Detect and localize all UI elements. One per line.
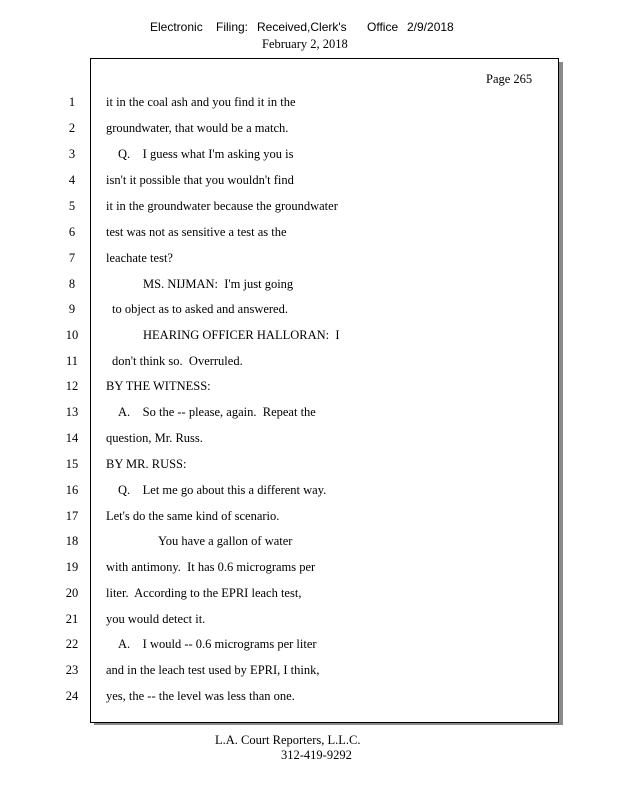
line-number: 13: [65, 405, 79, 419]
line-text: to object as to asked and answered.: [112, 302, 288, 316]
transcript-line: [0, 689, 618, 707]
line-text: BY THE WITNESS:: [106, 379, 211, 393]
line-text: leachate test?: [106, 251, 173, 265]
line-text: it in the coal ash and you find it in the: [106, 95, 296, 109]
transcript-line: [0, 225, 618, 243]
line-text: HEARING OFFICER HALLORAN: I: [143, 328, 340, 342]
line-number: 14: [65, 431, 79, 445]
line-text: and in the leach test used by EPRI, I think,: [106, 663, 320, 677]
filing-word-office: Office: [367, 20, 399, 34]
line-text: Q. Let me go about this a different way.: [118, 483, 327, 497]
transcript-line: [0, 354, 618, 372]
line-number: 10: [65, 328, 79, 342]
line-text: yes, the -- the level was less than one.: [106, 689, 295, 703]
transcript-line: [0, 251, 618, 269]
line-text: you would detect it.: [106, 612, 206, 626]
line-number: 15: [65, 457, 79, 471]
filing-stamp-date: 2/9/2018: [407, 20, 454, 34]
transcript-line: [0, 199, 618, 217]
line-text: BY MR. RUSS:: [106, 457, 187, 471]
line-text: Q. I guess what I'm asking you is: [118, 147, 294, 161]
line-text: test was not as sensitive a test as the: [106, 225, 287, 239]
line-number: 3: [68, 147, 76, 161]
page-number: Page 265: [486, 72, 533, 86]
line-number: 5: [68, 199, 76, 213]
transcript-line: [0, 483, 618, 501]
transcript-line: [0, 379, 618, 397]
line-number: 18: [65, 534, 79, 548]
transcript-line: [0, 457, 618, 475]
line-number: 6: [68, 225, 76, 239]
line-number: 20: [65, 586, 79, 600]
transcript-line: [0, 509, 618, 527]
transcript-date: February 2, 2018: [262, 37, 348, 51]
line-text: liter. According to the EPRI leach test,: [106, 586, 302, 600]
line-number: 21: [65, 612, 79, 626]
court-reporter-phone: 312-419-9292: [281, 748, 352, 762]
court-reporter-name: L.A. Court Reporters, L.L.C.: [215, 733, 361, 747]
transcript-line: [0, 560, 618, 578]
line-text: MS. NIJMAN: I'm just going: [143, 277, 294, 291]
filing-word-received-clerks: Received,Clerk's: [257, 20, 347, 34]
line-number: 19: [65, 560, 79, 574]
line-text: don't think so. Overruled.: [112, 354, 243, 368]
line-text: question, Mr. Russ.: [106, 431, 203, 445]
transcript-line: [0, 663, 618, 681]
line-number: 16: [65, 483, 79, 497]
line-text: it in the groundwater because the groundwater: [106, 199, 338, 213]
transcript-line: [0, 612, 618, 630]
line-number: 2: [68, 121, 76, 135]
electronic-filing-stamp: [0, 20, 618, 36]
line-number: 7: [68, 251, 76, 265]
line-text: isn't it possible that you wouldn't find: [106, 173, 294, 187]
transcript-line: [0, 637, 618, 655]
line-text: Let's do the same kind of scenario.: [106, 509, 280, 523]
filing-word-electronic: Electronic: [150, 20, 203, 34]
line-text: with antimony. It has 0.6 micrograms per: [106, 560, 316, 574]
line-text: A. I would -- 0.6 micrograms per liter: [118, 637, 317, 651]
line-number: 22: [65, 637, 79, 651]
line-number: 23: [65, 663, 79, 677]
filing-word-filing: Filing:: [216, 20, 249, 34]
line-number: 9: [68, 302, 76, 316]
transcript-line: [0, 302, 618, 320]
line-number: 17: [65, 509, 79, 523]
transcript-line: [0, 277, 618, 295]
transcript-line: [0, 121, 618, 139]
line-number: 1: [68, 95, 76, 109]
line-number: 24: [65, 689, 79, 703]
transcript-line: [0, 534, 618, 552]
line-number: 12: [65, 379, 79, 393]
line-text: You have a gallon of water: [158, 534, 293, 548]
transcript-line: [0, 328, 618, 346]
transcript-line: [0, 147, 618, 165]
line-number: 11: [65, 354, 79, 368]
line-text: A. So the -- please, again. Repeat the: [118, 405, 316, 419]
transcript-line: [0, 173, 618, 191]
line-number: 8: [68, 277, 76, 291]
transcript-line: [0, 431, 618, 449]
transcript-line: [0, 95, 618, 113]
line-text: groundwater, that would be a match.: [106, 121, 289, 135]
transcript-line: [0, 586, 618, 604]
line-number: 4: [68, 173, 76, 187]
transcript-line: [0, 405, 618, 423]
